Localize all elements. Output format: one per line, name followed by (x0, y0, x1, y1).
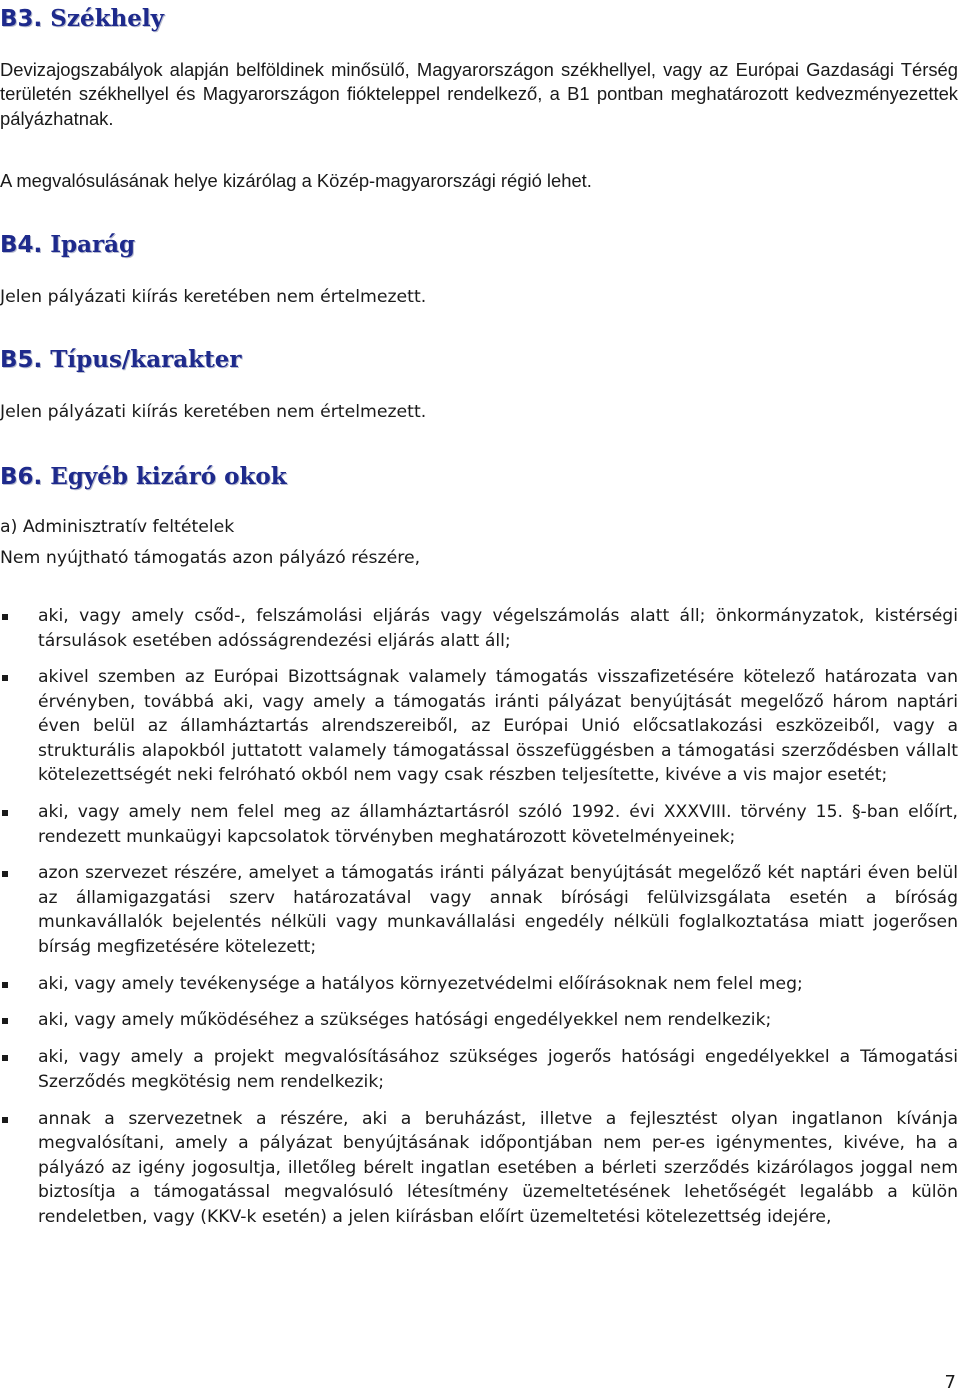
bullet-square-icon (2, 614, 8, 620)
list-item-text: aki, vagy amely a projekt megvalósításához szükséges jogerős hatósági engedélyekkel a Támogatási Szerződés megkötésig nem rendelkezik; (38, 1047, 958, 1092)
section-title: Székhely (50, 5, 164, 32)
list-item (0, 1045, 958, 1094)
list-item-text: aki, vagy amely működéséhez a szükséges hatósági engedélyekkel nem rendelkezik; (38, 1010, 772, 1031)
bullet-square-icon (2, 1018, 8, 1024)
exclusion-list (0, 604, 958, 1241)
section-title: Egyéb kizáró okok (50, 463, 287, 490)
paragraph: Devizajogszabályok alapján belföldinek minősülő, Magyarországon székhellyel, vagy az Európai Gazdasági Térség területén székhellyel és Magyarországon fiókteleppel rendelkező, a B1 pontban meghatározott kedvezményezettek pályázhatnak. (0, 59, 958, 129)
bullet-square-icon (2, 810, 8, 816)
list-item (0, 800, 958, 849)
page-number: 7 (944, 1372, 956, 1393)
list-item-text: aki, vagy amely csőd-, felszámolási eljárás vagy végelszámolás alatt áll; önkormányzatok, kistérségi társulások esetében adósságrendezési eljárás alatt áll; (38, 606, 958, 651)
list-item-text: akivel szemben az Európai Bizottságnak valamely támogatás visszafizetésére kötelező határozata van érvényben, továbbá aki, vagy amely a támogatás iránti pályázat benyújtását megelőző három naptári éven belül az államháztartás alrendszereiből, az Európai Unió előcsatlakozási eszközeiből, vagy a strukturális alapokból juttatott valamely támogatással összefüggésben a támogatási szerződésben vállalt kötelezettségét neki felróható okból nem vagy csak részben teljesítette, kivéve a vis major esetét; (38, 667, 958, 786)
list-item (0, 861, 958, 959)
section-heading-b4 (0, 230, 135, 260)
section-heading-b6 (0, 462, 287, 492)
subheading: a) Adminisztratív feltételek (0, 517, 235, 537)
list-item (0, 1008, 958, 1033)
list-item (0, 1107, 958, 1230)
section-title: Iparág (50, 231, 136, 258)
paragraph: Nem nyújtható támogatás azon pályázó részére, (0, 548, 421, 568)
list-item-text: aki, vagy amely tevékenysége a hatályos környezetvédelmi előírásoknak nem felel meg; (38, 973, 803, 994)
section-title: Típus/karakter (50, 346, 242, 373)
list-item-text: azon szervezet részére, amelyet a támogatás iránti pályázat benyújtását megelőző két naptári éven belül az államigazgatási szerv határozatával vagy annak bírósági felülvizsgálata esetén a bíróság munkavállalók bejelentés nélküli vagy munkavállalási engedély nélküli foglalkoztatása miatt jogerősen bírság megfizetésére kötelezett; (38, 863, 958, 957)
section-number: B5. (0, 347, 43, 373)
paragraph: Jelen pályázati kiírás keretében nem értelmezett. (0, 402, 427, 422)
section-heading-b5 (0, 345, 241, 375)
bullet-square-icon (2, 871, 8, 877)
list-item-text: aki, vagy amely nem felel meg az államháztartásról szóló 1992. évi XXXVIII. törvény 15. §-ban előírt, rendezett munkaügyi kapcsolatok törvényben meghatározott követelményeinek; (38, 802, 958, 847)
list-item-text: annak a szervezetnek a részére, aki a beruházást, illetve a fejlesztést olyan ingatlanon kívánja megvalósítani, amely a pályázat benyújtásának időpontjában nem per-es igénymentes, kivéve, ha a pályázó az igény jogosultja, illetőleg bérelt ingatlan esetében a bérleti szerződés kizárólagos joggal nem biztosítja a támogatással megvalósuló létesítmény üzemeltetésének lehetőségét legalább a külön rendeletben, vagy (KKV-k esetén) a jelen kiírásban előírt üzemeltetési kötelezettség idejére, (38, 1108, 958, 1227)
section-number: B6. (0, 464, 43, 490)
paragraph: Jelen pályázati kiírás keretében nem értelmezett. (0, 287, 427, 307)
bullet-square-icon (2, 675, 8, 681)
list-item (0, 972, 958, 997)
list-item (0, 604, 958, 653)
bullet-square-icon (2, 1055, 8, 1061)
list-item (0, 665, 958, 788)
section-number: B4. (0, 232, 43, 258)
bullet-square-icon (2, 982, 8, 988)
section-number: B3. (0, 6, 43, 32)
bullet-square-icon (2, 1117, 8, 1123)
section-heading-b3 (0, 4, 164, 34)
paragraph: A megvalósulásának helye kizárólag a Közép-magyarországi régió lehet. (0, 170, 592, 191)
